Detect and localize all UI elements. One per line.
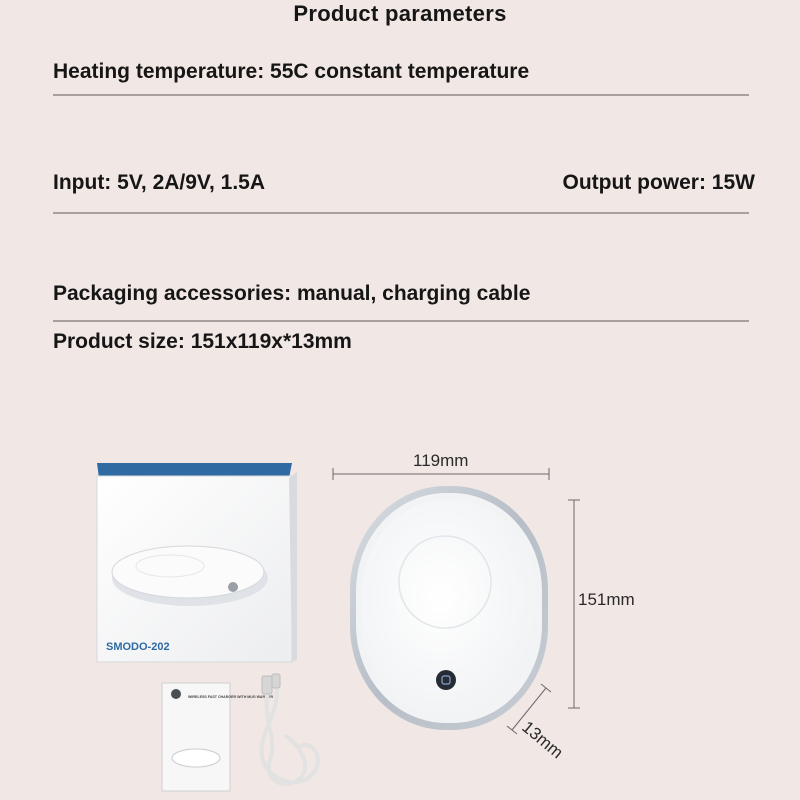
spec-product-size: Product size: 151x119x*13mm [53, 330, 352, 353]
width-label: 119mm [413, 451, 469, 470]
charger-pad [350, 486, 548, 730]
spec-packaging-accessories: Packaging accessories: manual, charging cable [53, 282, 531, 305]
height-label: 151mm [578, 590, 635, 609]
power-button-icon [436, 670, 456, 690]
product-box [97, 463, 297, 662]
depth-label: 13mm [518, 717, 567, 763]
manual [162, 683, 230, 791]
charging-cable [262, 674, 318, 784]
manual-heading: WIRELESS FAST CHARGER WITH MUG WARMER [188, 695, 274, 699]
box-model-label: SMODO-202 [106, 641, 170, 653]
page-title: Product parameters [293, 1, 507, 26]
spec-output-power: Output power: 15W [562, 171, 755, 194]
spec-heating-temperature: Heating temperature: 55C constant temperature [53, 60, 530, 83]
spec-input: Input: 5V, 2A/9V, 1.5A [53, 171, 266, 194]
